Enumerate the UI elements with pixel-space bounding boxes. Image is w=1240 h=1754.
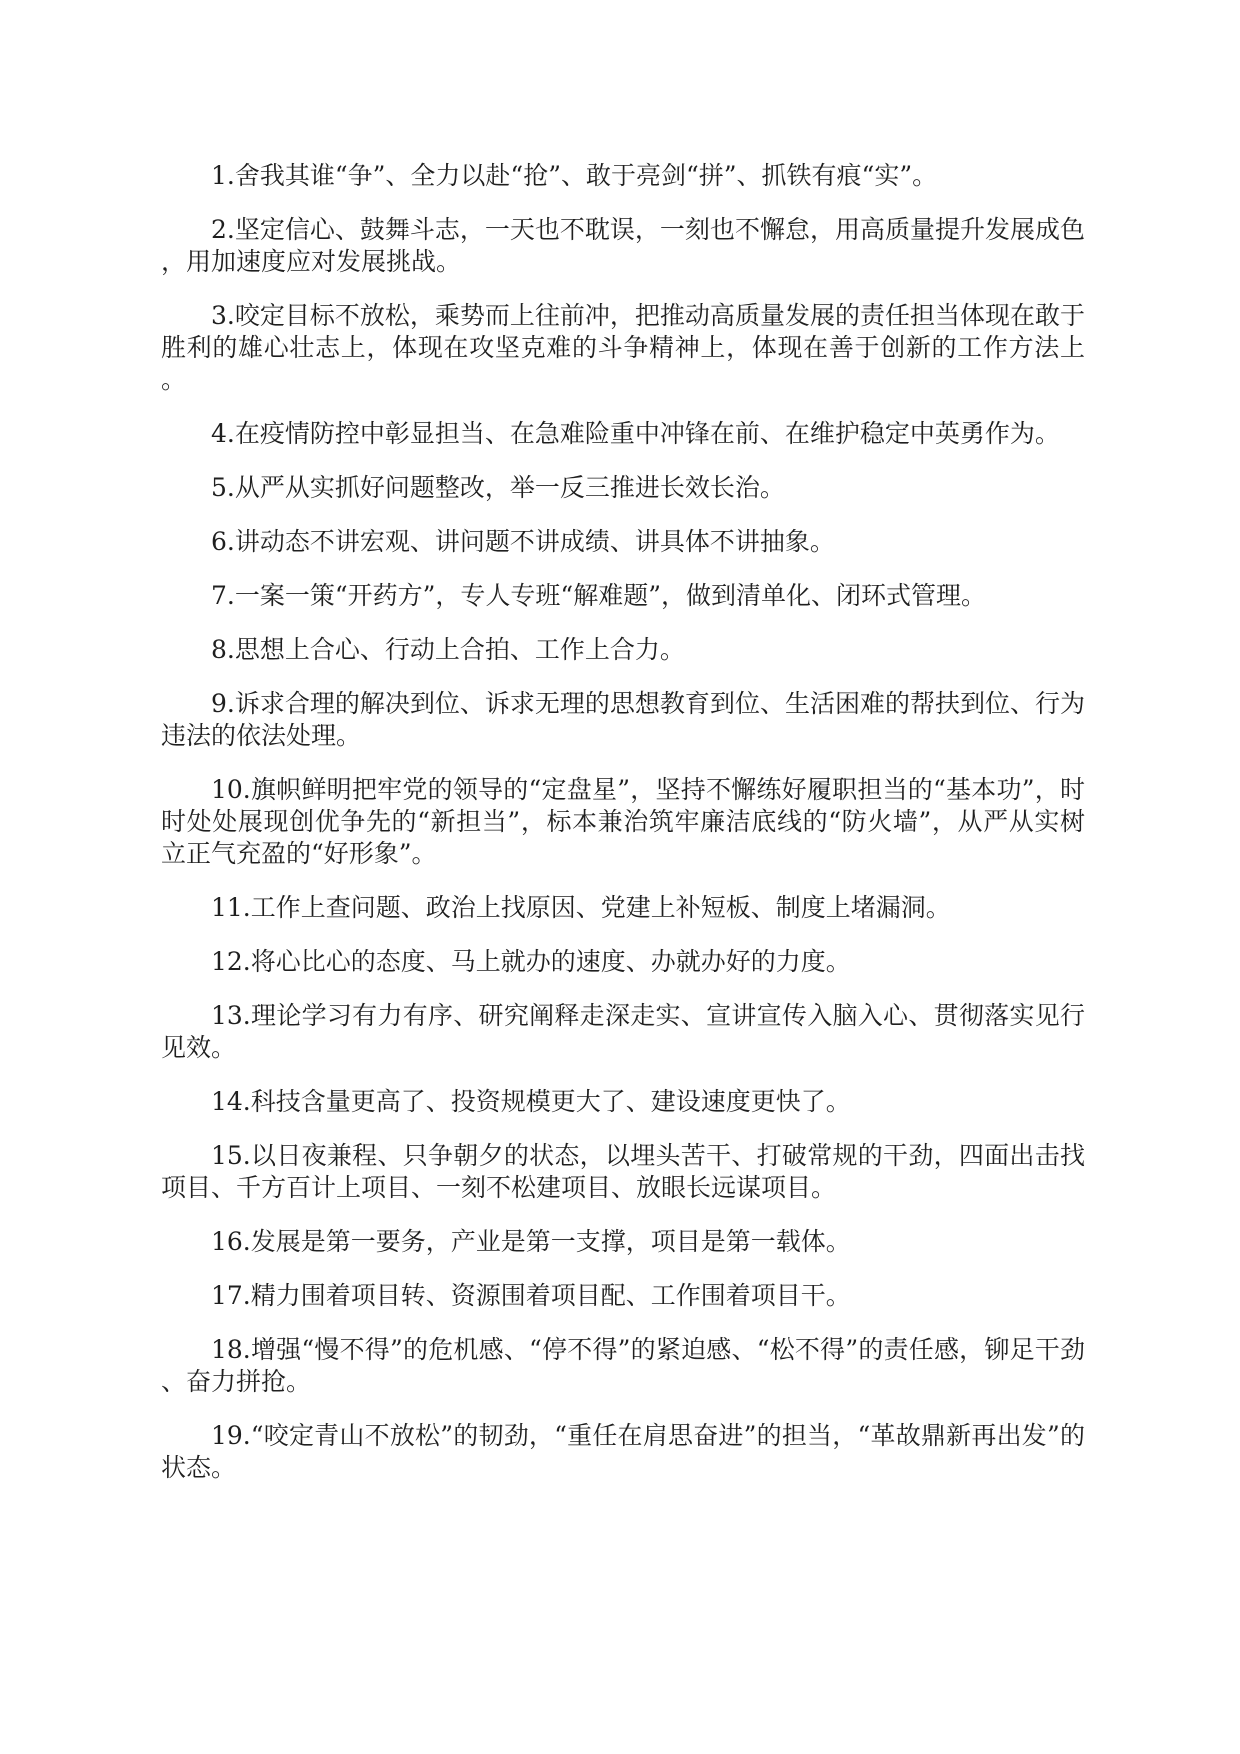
paragraph-13: 13.理论学习有力有序、研究阐释走深走实、宣讲宣传入脑入心、贯彻落实见行见效。 (161, 1001, 1085, 1062)
paragraph-1: 1.舍我其谁“争”、全力以赴“抢”、敢于亮剑“拼”、抓铁有痕“实”。 (211, 161, 938, 190)
paragraph-19: 19.“咬定青山不放松”的韧劲，“重任在肩思奋进”的担当，“革故鼎新再出发”的状态。 (161, 1421, 1085, 1482)
paragraph-7: 7.一案一策“开药方”，专人专班“解难题”，做到清单化、闭环式管理。 (211, 581, 986, 610)
paragraph-6: 6.讲动态不讲宏观、讲问题不讲成绩、讲具体不讲抽象。 (211, 527, 835, 556)
paragraph-15: 15.以日夜兼程、只争朝夕的状态，以埋头苦干、打破常规的干劲，四面出击找项目、千方百计上项目、一刻不松建项目、放眼长远谋项目。 (161, 1141, 1085, 1202)
paragraph-8: 8.思想上合心、行动上合拍、工作上合力。 (211, 635, 685, 664)
paragraph-4: 4.在疫情防控中彰显担当、在急难险重中冲锋在前、在维护稳定中英勇作为。 (211, 419, 1060, 448)
paragraph-5: 5.从严从实抓好问题整改，举一反三推进长效长治。 (211, 473, 785, 502)
paragraph-17: 17.精力围着项目转、资源围着项目配、工作围着项目干。 (211, 1281, 851, 1310)
paragraph-12: 12.将心比心的态度、马上就办的速度、办就办好的力度。 (211, 947, 851, 976)
paragraph-18: 18.增强“慢不得”的危机感、“停不得”的紧迫感、“松不得”的责任感，铆足干劲、奋力拼抢。 (161, 1335, 1085, 1396)
document-body (161, 160, 1085, 1506)
paragraph-11: 11.工作上查问题、政治上找原因、党建上补短板、制度上堵漏洞。 (211, 893, 951, 922)
paragraph-10: 10.旗帜鲜明把牢党的领导的“定盘星”，坚持不懈练好履职担当的“基本功”，时时处处展现创优争先的“新担当”，标本兼治筑牢廉洁底线的“防火墙”，从严从实树立正气充盈的“好形象”。 (161, 775, 1085, 868)
paragraph-9: 9.诉求合理的解决到位、诉求无理的思想教育到位、生活困难的帮扶到位、行为违法的依法处理。 (161, 689, 1085, 750)
paragraph-2: 2.坚定信心、鼓舞斗志，一天也不耽误，一刻也不懈怠，用高质量提升发展成色，用加速度应对发展挑战。 (161, 215, 1085, 276)
paragraph-14: 14.科技含量更高了、投资规模更大了、建设速度更快了。 (211, 1087, 851, 1116)
paragraph-16: 16.发展是第一要务，产业是第一支撑，项目是第一载体。 (211, 1227, 851, 1256)
paragraph-3: 3.咬定目标不放松，乘势而上往前冲，把推动高质量发展的责任担当体现在敢于胜利的雄心壮志上，体现在攻坚克难的斗争精神上，体现在善于创新的工作方法上。 (161, 301, 1085, 394)
